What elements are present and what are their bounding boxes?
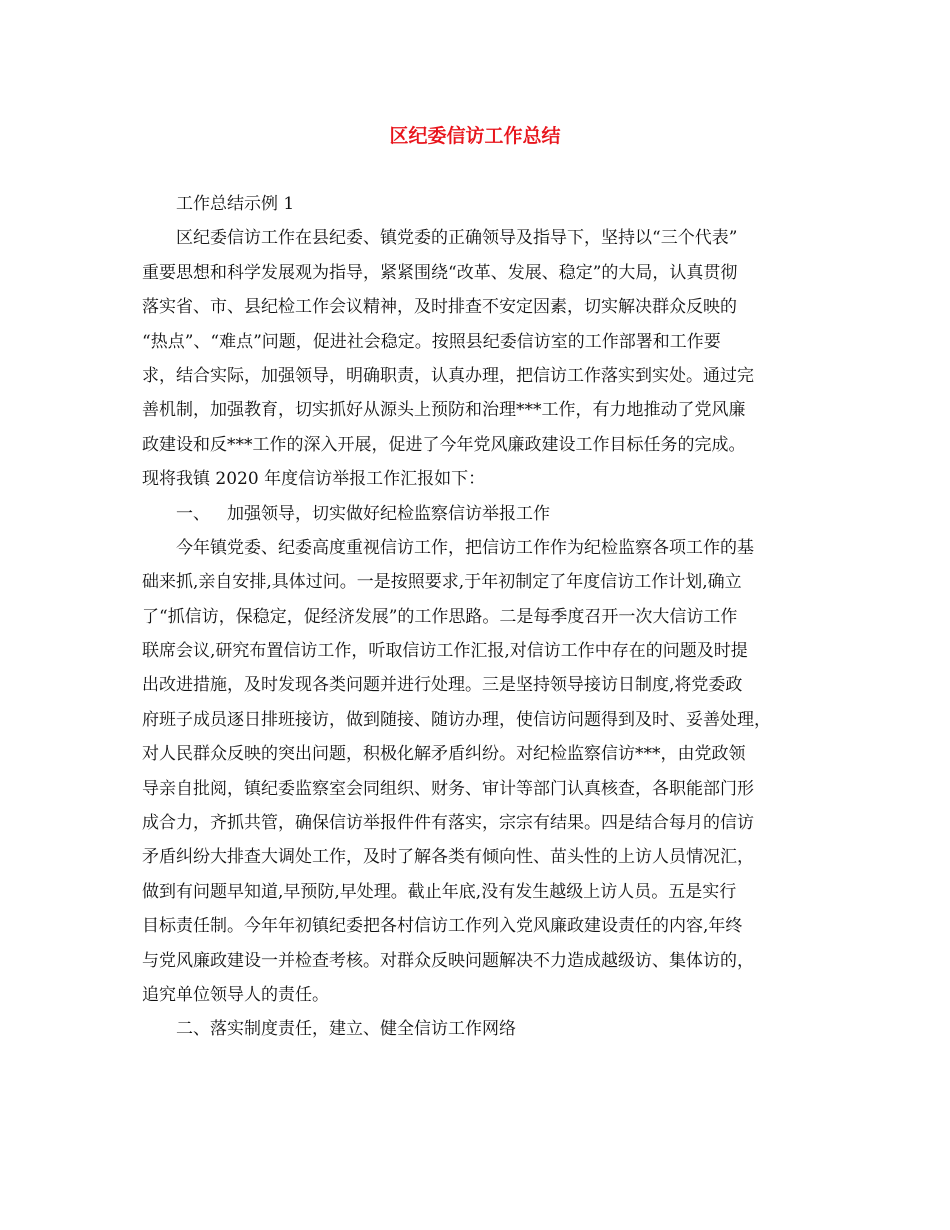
paragraph-line: 求，结合实际，加强领导，明确职责，认真办理，把信访工作落实到实处。通过完 (142, 365, 754, 386)
section-heading-one (142, 497, 814, 531)
section-heading-two: 二、落实制度责任，建立、健全信访工作网络 (176, 1019, 516, 1040)
document-body (142, 187, 814, 1047)
paragraph-line: 了“抓信访，保稳定，促经济发展”的工作思路。二是每季度召开一次大信访工作 (142, 606, 738, 627)
paragraph-line: 落实省、市、县纪检工作会议精神，及时排查不安定因素，切实解决群众反映的 (142, 297, 737, 318)
paragraph-line: 目标责任制。今年年初镇纪委把各村信访工作列入党风廉政建设责任的内容,年终 (142, 916, 743, 937)
paragraph-line: 与党风廉政建设一并检查考核。对群众反映问题解决不力造成越级访、集体访的， (142, 950, 754, 971)
paragraph-line: 成合力，齐抓共管，确保信访举报件件有落实，宗宗有结果。四是结合每月的信访 (142, 813, 754, 834)
paragraph-line: 做到有问题早知道,早预防,早处理。截止年底,没有发生越级上访人员。五是实行 (142, 881, 737, 902)
paragraph-line: 联席会议,研究布置信访工作，听取信访工作汇报,对信访工作中存在的问题及时提 (142, 641, 748, 662)
paragraph-line: 今年镇党委、纪委高度重视信访工作，把信访工作作为纪检监察各项工作的基 (176, 537, 754, 558)
example-label: 工作总结示例 1 (176, 194, 295, 214)
paragraph-line: 善机制，加强教育，切实抓好从源头上预防和治理***工作，有力地推动了党风廉 (142, 400, 746, 421)
section-number: 一、 (176, 503, 210, 524)
paragraph-line: “热点”、“难点”问题，促进社会稳定。按照县纪委信访室的工作部署和工作要 (142, 331, 721, 352)
paragraph-line: 追究单位领导人的责任。 (142, 984, 329, 1005)
paragraph-line: 重要思想和科学发展观为指导，紧紧围绕“改革、发展、稳定”的大局，认真贯彻 (142, 262, 738, 283)
paragraph-line: 矛盾纠纷大排查大调处工作，及时了解各类有倾向性、苗头性的上访人员情况汇， (142, 847, 754, 868)
paragraph-line: 础来抓,亲自安排,具体过问。一是按照要求,于年初制定了年度信访工作计划,确立 (142, 572, 742, 593)
document-title: 区纪委信访工作总结 (389, 125, 561, 147)
paragraph-line: 导亲自批阅，镇纪委监察室会同组织、财务、审计等部门认真核查，各职能部门形 (142, 778, 754, 799)
paragraph-line: 政建设和反***工作的深入开展，促进了今年党风廉政建设工作目标任务的完成。 (142, 434, 746, 455)
paragraph-line: 现将我镇 2020 年度信访举报工作汇报如下： (142, 469, 486, 490)
paragraph-line: 对人民群众反映的突出问题，积极化解矛盾纠纷。对纪检监察信访***，由党政领 (142, 744, 746, 765)
paragraph-line: 区纪委信访工作在县纪委、镇党委的正确领导及指导下，坚持以“三个代表” (176, 228, 738, 249)
paragraph-line: 府班子成员逐日排班接访，做到随接、随访办理，使信访问题得到及时、妥善处理， (142, 709, 771, 730)
section-heading-text: 加强领导，切实做好纪检监察信访举报工作 (227, 503, 550, 524)
paragraph-line: 出改进措施，及时发现各类问题并进行处理。三是坚持领导接访日制度,将党委政 (142, 675, 743, 696)
